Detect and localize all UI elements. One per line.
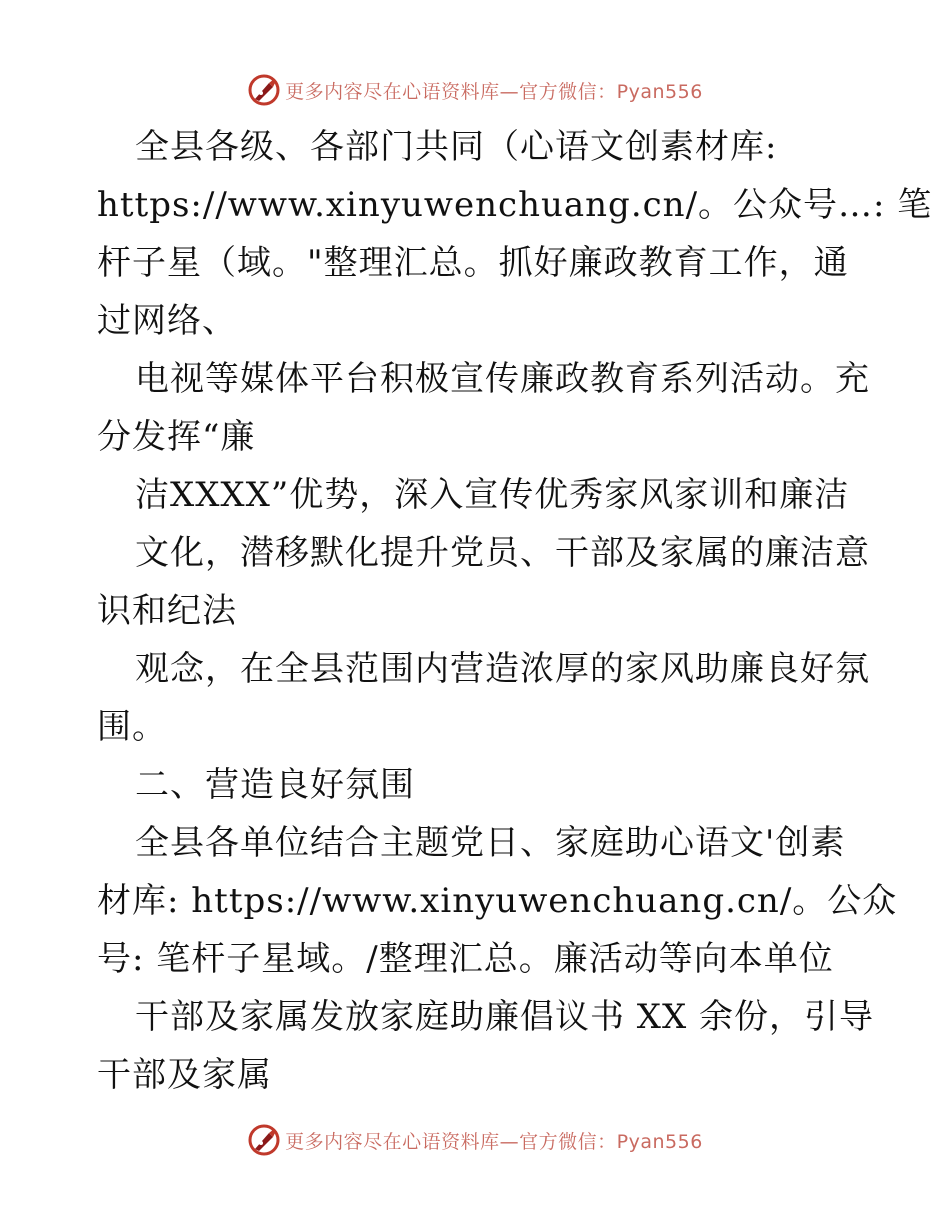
text-line: 号: 笔杆子星域。/整理汇总。廉活动等向本单位	[97, 939, 834, 979]
text-line: 全县各单位结合主题党日、家庭助心语文'创素	[135, 823, 846, 863]
header-watermark-banner	[0, 70, 950, 110]
pen-nib-circle-icon	[247, 73, 281, 107]
pen-nib-circle-icon	[247, 1123, 281, 1157]
text-line: 文化，潜移默化提升党员、干部及家属的廉洁意	[135, 533, 870, 573]
section-heading: 二、营造良好氛围	[135, 765, 415, 805]
text-line: 观念，在全县范围内营造浓厚的家风助廉良好氛	[135, 649, 870, 689]
text-line: https://www.xinyuwenchuang.cn/。公众号…: 笔	[97, 185, 933, 225]
footer-watermark-text: 更多内容尽在心语资料库—官方微信：Pyan556	[285, 1130, 703, 1153]
text-line: 全县各级、各部门共同（心语文创素材库:	[135, 127, 778, 167]
text-line: 材库: https://www.xinyuwenchuang.cn/。公众	[97, 881, 898, 921]
footer-watermark-banner	[0, 1120, 950, 1160]
text-line: 识和纪法	[97, 591, 237, 631]
text-line: 洁XXXX”优势，深入宣传优秀家风家训和廉洁	[135, 475, 850, 515]
document-body	[97, 118, 933, 1104]
text-line: 杆子星（域。"整理汇总。抓好廉政教育工作，通	[97, 243, 849, 283]
text-line: 电视等媒体平台积极宣传廉政教育系列活动。充	[135, 359, 870, 399]
text-line: 干部及家属	[97, 1055, 272, 1095]
text-line: 分发挥“廉	[97, 417, 256, 457]
text-line: 过网络、	[97, 301, 237, 341]
text-line: 围。	[97, 707, 167, 747]
header-watermark-text: 更多内容尽在心语资料库—官方微信：Pyan556	[285, 80, 703, 103]
text-line: 干部及家属发放家庭助廉倡议书 XX 余份，引导	[135, 997, 875, 1037]
